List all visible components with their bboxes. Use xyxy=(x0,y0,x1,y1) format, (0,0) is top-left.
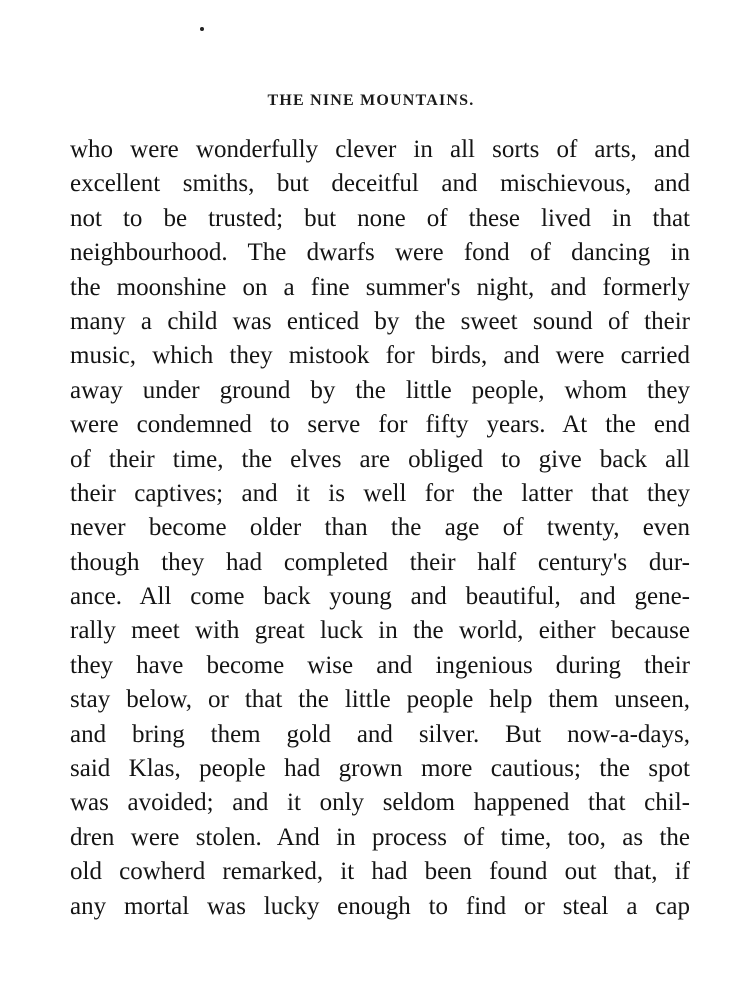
text-line: of their time, the elves are obliged to give back all xyxy=(70,445,690,473)
text-line: and bring them gold and silver. But now-a-days, xyxy=(70,720,690,748)
text-line: never become older than the age of twenty, even xyxy=(70,514,690,542)
text-line: dren were stolen. And in process of time, too, as the xyxy=(70,823,690,851)
text-line: though they had completed their half century's dur- xyxy=(70,548,690,576)
text-line: old cowherd remarked, it had been found out that, if xyxy=(70,858,690,886)
running-head: THE NINE MOUNTAINS. xyxy=(267,92,475,109)
text-line: the moonshine on a fine summer's night, and formerly xyxy=(70,273,690,301)
text-line: who were wonderfully clever in all sorts of arts, and xyxy=(70,136,690,163)
body-text xyxy=(70,133,690,924)
text-line: was avoided; and it only seldom happened that chil- xyxy=(70,789,690,817)
text-line: excellent smiths, but deceitful and mischievous, and xyxy=(70,170,690,198)
text-line: said Klas, people had grown more cautious; the spot xyxy=(70,755,690,783)
text-line: ance. All come back young and beautiful, and gene- xyxy=(70,583,690,611)
text-line: many a child was enticed by the sweet sound of their xyxy=(70,307,690,335)
text-line: any mortal was lucky enough to find or steal a cap xyxy=(70,892,690,920)
text-line: were condemned to serve for fifty years. At the end xyxy=(70,411,690,439)
text-line: they have become wise and ingenious during their xyxy=(70,651,690,679)
text-line: away under ground by the little people, whom they xyxy=(70,376,690,404)
text-line: neighbourhood. The dwarfs were fond of dancing in xyxy=(70,239,690,267)
text-line: stay below, or that the little people help them unseen, xyxy=(70,686,690,714)
print-speck xyxy=(200,27,204,31)
text-line: not to be trusted; but none of these lived in that xyxy=(70,204,690,232)
text-line: their captives; and it is well for the latter that they xyxy=(70,479,690,507)
text-line: music, which they mistook for birds, and were carried xyxy=(70,342,690,370)
text-line: rally meet with great luck in the world, either because xyxy=(70,617,690,645)
